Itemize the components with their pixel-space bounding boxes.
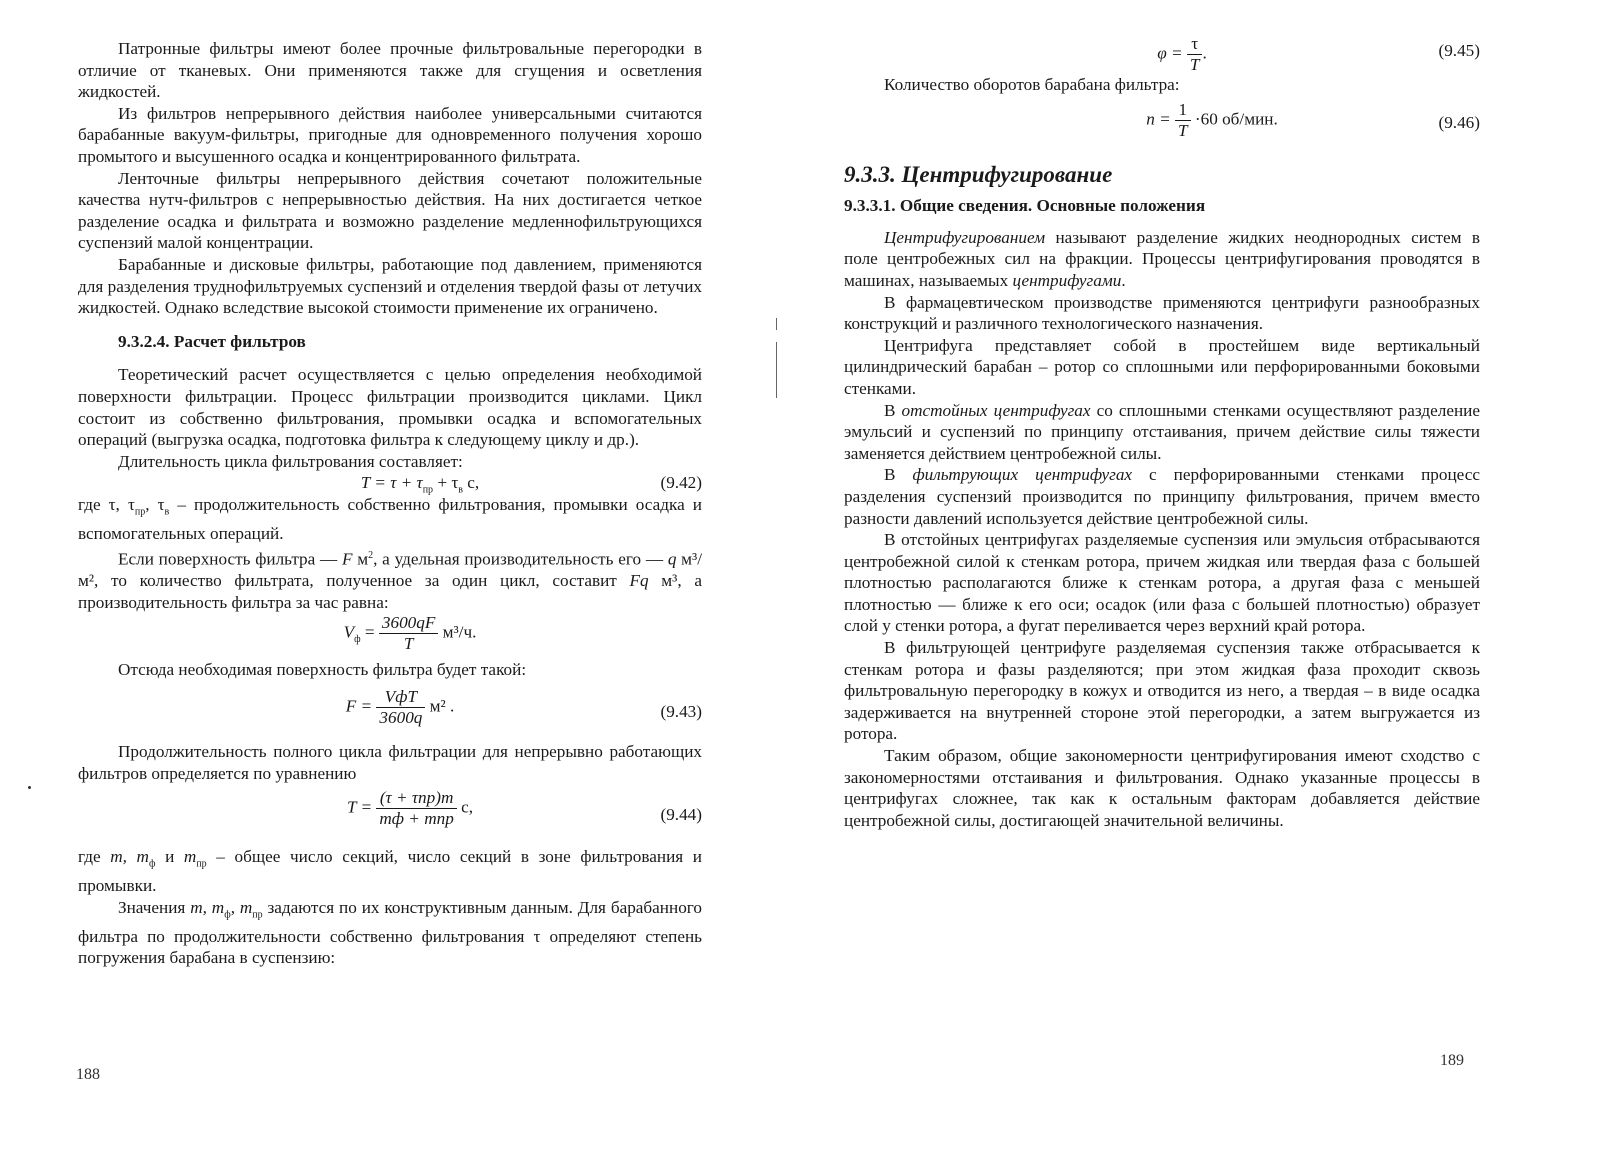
section-heading: 9.3.3.1. Общие сведения. Основные положения bbox=[844, 196, 1206, 216]
text: м³/м², то количество фильтрата, полученное за один цикл, составит bbox=[78, 549, 702, 591]
paragraph bbox=[78, 846, 702, 897]
numerator: τ bbox=[1187, 34, 1203, 55]
text: фильтрующих центрифугах bbox=[912, 465, 1133, 485]
text: Центрифугированием bbox=[884, 227, 1046, 247]
text: , bbox=[230, 897, 240, 917]
subscript: в bbox=[164, 506, 170, 518]
page-number: 189 bbox=[1440, 1052, 1464, 1069]
numerator: (τ + τпр)m bbox=[376, 788, 456, 809]
denominator: 3600q bbox=[379, 708, 423, 728]
denominator: T bbox=[1178, 120, 1188, 140]
denominator: T bbox=[403, 634, 414, 654]
paragraph: В отстойных центрифугах разделяемые суспензия или эмульсия отбрасываются центробежной силой к стенкам ротора, причем жидкая или твердая фаза с большей плотностью располагаются ближе к стенкам ротора, а другая фаза с меньшей плотностью — ближе к его оси; осадок (или фаза с большей плотностью) образует слой у стенки ротора, а фугат переливается через верхний край ротора. bbox=[844, 530, 1480, 636]
text: Если поверхность фильтра — bbox=[118, 549, 342, 569]
left-text-column bbox=[78, 38, 702, 969]
formula-9-42 bbox=[78, 472, 702, 494]
paragraph: Из фильтров непрерывного действия наиболее универсальными считаются барабанные вакуум-фильтры, пригодные для одновременного получения хорошо промытого и высушенного осадка и концентрированного фильтрата. bbox=[78, 103, 702, 166]
text: В bbox=[884, 400, 902, 420]
paragraph: Количество оборотов барабана фильтра: bbox=[884, 75, 1180, 94]
fraction bbox=[1175, 100, 1191, 141]
fraction bbox=[1187, 34, 1203, 75]
text: m bbox=[183, 847, 197, 867]
paragraph: Ленточные фильтры непрерывного действия сочетают положительные качества нутч-фильтров с непрерывностью действия. На них достигается четкое разделение осадка и фильтрата и возможно разделение медленнофильтрующихся суспензий малой концентрации. bbox=[78, 168, 702, 253]
equation-number: (9.43) bbox=[660, 702, 702, 722]
paragraph: Таким образом, общие закономерности центрифугирования имеют сходство с закономерностями отстаивания и фильтрования. Однако указанные процессы в центрифугах сложнее, так как к остальным факторам добавляется действие центробежной силы, достигающей значительной величины. bbox=[844, 746, 1480, 830]
text: m, m bbox=[190, 897, 225, 917]
text: F bbox=[341, 549, 353, 569]
subscript: пр bbox=[134, 506, 146, 518]
subscript: пр bbox=[252, 909, 263, 921]
subscript: ф bbox=[148, 858, 156, 870]
paragraph: Продолжительность полного цикла фильтрации для непрерывно работающих фильтров определяется по уравнению bbox=[78, 742, 702, 783]
fraction bbox=[379, 613, 438, 654]
formula-9-43 bbox=[78, 685, 702, 741]
paragraph bbox=[78, 494, 702, 545]
text: Значения bbox=[118, 897, 191, 917]
numerator: 3600qF bbox=[379, 613, 438, 634]
text: с перфорированными стенками процесс разделения суспензий производится по принципу фильтрования, причем вместо разности давлений используется действие центробежной силы. bbox=[844, 465, 1480, 528]
text: В bbox=[884, 465, 913, 485]
fraction bbox=[376, 788, 456, 829]
gutter-mark bbox=[776, 342, 777, 398]
paragraph: Центрифуга представляет собой в простейшем виде вертикальный цилиндрический барабан – ротор со сплошными или перфорированными боковыми стенками. bbox=[844, 335, 1480, 398]
subscript: в bbox=[458, 484, 463, 496]
numerator: 1 bbox=[1175, 100, 1191, 121]
equation-number: (9.45) bbox=[1438, 41, 1480, 60]
text: m bbox=[239, 897, 253, 917]
subscript: ф bbox=[354, 634, 361, 646]
denominator: mф + mпр bbox=[379, 809, 454, 829]
formula-text: T = bbox=[346, 797, 377, 817]
text: отстойных центрифугах bbox=[901, 400, 1091, 420]
text: со сплошными стенками осуществляют разделение эмульсий и суспензий по принципу отстаивания, причем действие силы тяжести заменяется действием центробежной силы. bbox=[844, 400, 1480, 463]
subscript: ф bbox=[224, 909, 231, 921]
formula-text: + τ bbox=[433, 473, 459, 493]
subscript: пр bbox=[422, 484, 434, 496]
text: и bbox=[155, 847, 184, 867]
chapter-heading: 9.3.3. Центрифугирование bbox=[844, 161, 1113, 187]
formula-text: ·60 об/мин. bbox=[1194, 109, 1278, 129]
gutter-mark bbox=[776, 318, 777, 330]
text: центрифугами bbox=[1012, 270, 1122, 290]
text: q bbox=[667, 549, 677, 569]
denominator: T bbox=[1189, 55, 1200, 74]
paragraph bbox=[844, 400, 1480, 465]
text: м bbox=[352, 549, 369, 569]
scan-speck bbox=[28, 786, 31, 789]
text: – продолжительность собственно фильтрования, промывки осадка и вспомогательных операций. bbox=[78, 495, 702, 544]
text: м³, а производительность фильтра за час равна: bbox=[78, 571, 702, 612]
paragraph: Теоретический расчет осуществляется с целью определения необходимой поверхности фильтрации. Процесс фильтрации производится циклами. Цикл состоит из собственно фильтрования, промывки осадка и вспомогательных операций (выгрузка осадка, подготовка фильтра к следующему циклу и др.). bbox=[78, 365, 702, 450]
formula-text: V bbox=[343, 622, 355, 642]
superscript: 2 bbox=[368, 549, 374, 561]
formula-productivity bbox=[78, 613, 702, 659]
paragraph: Длительность цикла фильтрования составляет: bbox=[118, 451, 463, 471]
subscript: пр bbox=[196, 858, 207, 870]
equation-number: (9.46) bbox=[1438, 112, 1480, 132]
paragraph bbox=[844, 464, 1480, 529]
formula-9-44 bbox=[78, 784, 702, 846]
text: – общее число секций, число секций в зоне фильтрования и промывки. bbox=[78, 847, 702, 896]
formula-9-45 bbox=[844, 34, 1480, 74]
text: называют разделение жидких неоднородных систем в поле центробежных сил на фракции. Процессы центрифугирования проводятся в машинах, называемых bbox=[844, 227, 1480, 290]
formula-text: . bbox=[1202, 43, 1207, 63]
paragraph: В фильтрующей центрифуге разделяемая суспензия также отбрасывается к стенкам ротора и фазы разделяются; при этом жидкая фаза проходит сквозь фильтровальную перегородку в кожух и отводится из него, а твердая – в виде осадка задерживается на внутренней стороне этой перегородки, а затем выгружается из ротора. bbox=[844, 638, 1480, 744]
formula-text: м² . bbox=[429, 696, 455, 716]
page-number: 188 bbox=[76, 1066, 100, 1083]
numerator: VфT bbox=[376, 687, 425, 708]
paragraph bbox=[844, 227, 1480, 292]
fraction bbox=[376, 687, 425, 728]
equation-number: (9.44) bbox=[660, 805, 702, 825]
formula-text: м³/ч. bbox=[442, 622, 477, 642]
formula-text: n = bbox=[1146, 109, 1176, 129]
paragraph bbox=[78, 897, 702, 969]
formula-text: с, bbox=[461, 797, 474, 817]
paragraph: Патронные фильтры имеют более прочные фильтровальные перегородки в отличие от тканевых. Они применяются также для сгущения и осветления жидкостей. bbox=[78, 39, 702, 102]
formula-text: φ = bbox=[1157, 43, 1187, 63]
text: Fq bbox=[629, 571, 649, 591]
section-heading: 9.3.2.4. Расчет фильтров bbox=[118, 331, 306, 351]
text: m, m bbox=[110, 847, 149, 867]
text: , а удельная производительность его — bbox=[373, 549, 668, 569]
formula-text: = bbox=[360, 622, 379, 642]
paragraph: Отсюда необходимая поверхность фильтра будет такой: bbox=[118, 660, 527, 680]
text: где τ, τ bbox=[78, 495, 135, 515]
right-page bbox=[790, 0, 1601, 1154]
formula-9-46 bbox=[844, 100, 1480, 148]
paragraph: В фармацевтическом производстве применяются центрифуги разнообразных конструкций и различного технологического назначения. bbox=[844, 292, 1480, 334]
text: . bbox=[1121, 270, 1126, 290]
formula-text: F = bbox=[345, 696, 377, 716]
paragraph: Барабанные и дисковые фильтры, работающие под давлением, применяются для разделения труднофильтруемых суспензий и отделения твердой фазы от летучих жидкостей. Однако вследствие высокой стоимости применение их ограничено. bbox=[78, 254, 702, 318]
paragraph bbox=[78, 545, 702, 614]
formula-text: с, bbox=[463, 473, 480, 493]
text: где bbox=[78, 847, 111, 867]
text: задаются по их конструктивным данным. Для барабанного фильтра по продолжительности собственно фильтрования τ определяют степень погружения барабана в суспензию: bbox=[78, 897, 703, 968]
right-text-column bbox=[844, 34, 1480, 831]
equation-number: (9.42) bbox=[660, 473, 702, 493]
text: , τ bbox=[145, 495, 165, 515]
left-page bbox=[0, 0, 790, 1154]
formula-text: T = τ + τ bbox=[360, 473, 423, 493]
